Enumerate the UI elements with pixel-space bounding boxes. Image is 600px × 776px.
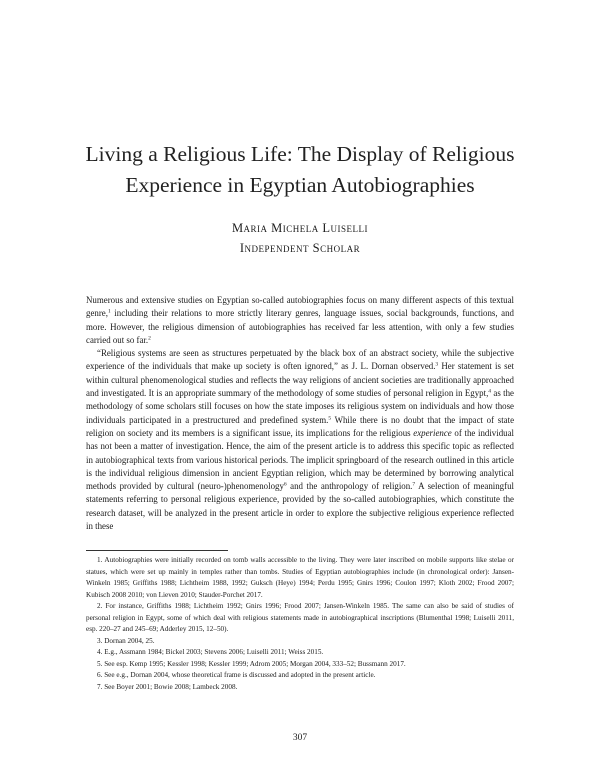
footnote-7: 7. See Boyer 2001; Bowie 2008; Lambeck 2008. [97,682,238,691]
footnote-divider [86,550,228,551]
author-block [60,218,540,258]
body-paragraph-1: Numerous and extensive studies on Egyptian so-called autobiographies focus on many different aspects of this textual genre,$^1$ including their relations to more strictly literary genres, language issues, social backgrounds, functions, and more. However, the religious dimension of autobiographies has received far less attention, with only a few studies carried out so far.$^2$ [86,295,514,345]
footnote-3: 3. Dornan 2004, 25. [97,636,155,645]
author-name: Maria Michela Luiselli [231,221,369,235]
footnotes [86,555,514,693]
article-body [86,294,514,533]
title-line-2: Experience in Egyptian Autobiographies [125,173,475,197]
footnote-ref[interactable]: 4 [488,388,492,395]
footnote-6: 6. See e.g., Dornan 2004, whose theoretical frame is discussed and adopted in the present article. [97,671,376,679]
footnote-ref[interactable]: 7 [412,481,416,488]
footnote-ref[interactable]: 2 [148,335,151,342]
footnote-2: 2. For instance, Griffiths 1988; Lichtheim 1992; Gnirs 1996; Frood 2007; Jansen-Winkeln 1985. The same can also be said of studies of personal religion in Egypt, some of which deal with religious statements made in autobiographical inscriptions (Blumenthal 1998; Luiselli 2011, esp. 220–27 and 245–69; Adderley 2015, 12–50). [86,602,514,633]
footnote-5: 5. See esp. Kemp 1995; Kessler 1998; Kessler 1999; Adrom 2005; Morgan 2004, 333–52; Bussmann 2017. [97,659,406,668]
footnote-ref[interactable]: 5 [328,415,332,422]
body-paragraph-2: “Religious systems are seen as structures perpetuated by the black box of an abstract society, while the subjective experience of the individuals that make up society is often ignored,” as J. L. Dornan observed.$^3$ Her statement is set within cultural phenomenological studies and reflects the way religions of ancient societies are traditionally approached and investigated. It is an appropriate summary of the methodology of some studies of personal religion in Egypt,$^4$ as the methodology of some scholars still focuses on how the state imposes its religious system on individuals and how those individuals participated in a prestructured and predefined system.$^5$ While there is no doubt that the impact of state religion on society and its members is a significant issue, its implications for the religious experience of the individual has not been a matter of investigation. Hence, the aim of the present article is to address this specific topic as reflected in autobiographical texts from various historical periods. The implicit springboard of the research outlined in this article is the individual religious dimension in ancient Egyptian religion, which may be determined by borrowing analytical methods provided by cultural (neuro-)phenomenology$^6$ and the anthropology of religion.$^7$ A selection of meaningful statements referring to personal religious experience, provided by the so-called autobiographies, which constitute the research dataset, will be analyzed in the present article in order to explore the subjective religious experience reflected in these [86,348,515,532]
footnote-ref[interactable]: 3 [435,361,439,368]
author-affiliation: Independent Scholar [239,241,361,255]
footnote-ref[interactable]: 6 [283,481,287,488]
footnote-4: 4. E.g., Assmann 1984; Bickel 2003; Stevens 2006; Luiselli 2011; Weiss 2015. [97,648,324,656]
title-line-1: Living a Religious Life: The Display of Religious [85,142,515,166]
article-title [60,139,540,201]
footnote-ref[interactable]: 1 [107,308,111,315]
page-number: 307 [292,733,308,743]
emphasis: experience [413,427,452,438]
footnote-1: 1. Autobiographies were initially recorded on tomb walls accessible to the living. They were later inscribed on mobile supports like stelae or statues, which were set up mainly in temples rather than tombs. Studies of Egyptian autobiographies include (in chronological order): Jansen-Winkeln 1985; Griffiths 1988; Lichtheim 1988, 1992; Guksch (Heye) 1994; Perdu 1995; Gnirs 1996; Coulon 1997; Kloth 2002; Frood 2007; Kubisch 2008 2010; von Lieven 2010; Stauder-Porchet 2017. [86,556,514,599]
